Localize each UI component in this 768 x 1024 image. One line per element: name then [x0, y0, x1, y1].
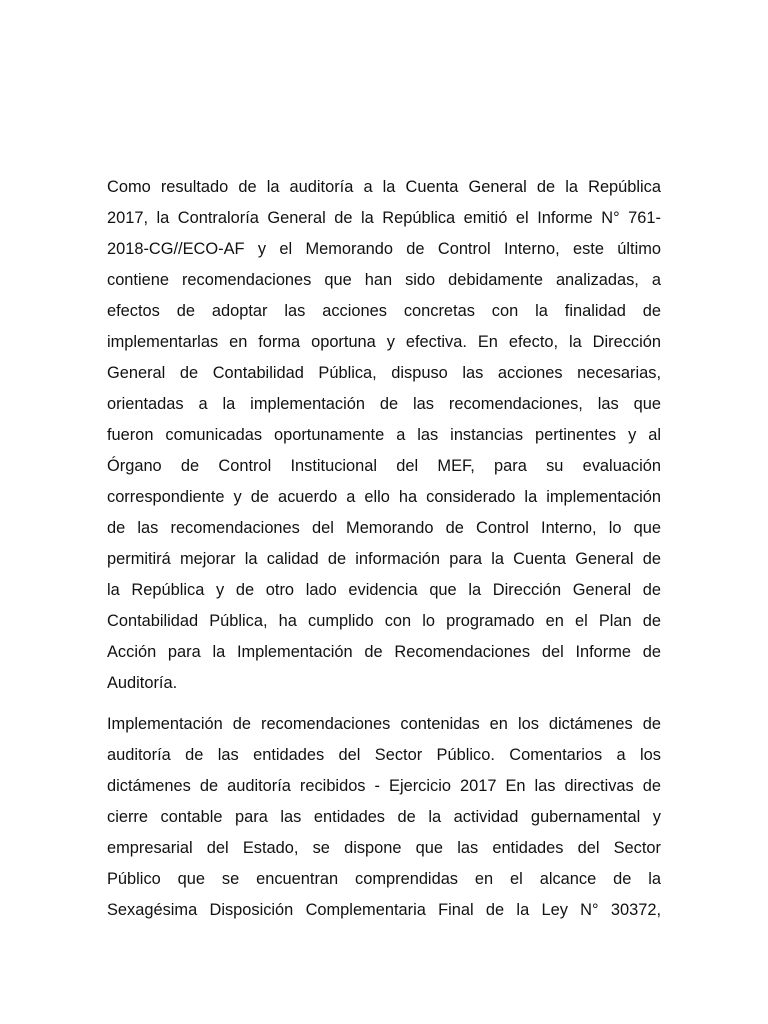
text-line: Público que se encuentran comprendidas en el alcance de la	[107, 870, 661, 888]
text-line: fueron comunicadas oportunamente a las instancias pertinentes y al	[107, 426, 661, 444]
paragraph-recommendations	[107, 711, 661, 928]
text-line: Auditoría.	[107, 674, 178, 692]
text-line: permitirá mejorar la calidad de información para la Cuenta General de	[107, 550, 661, 568]
text-line: Implementación de recomendaciones contenidas en los dictámenes de	[107, 715, 661, 733]
text-line: contiene recomendaciones que han sido debidamente analizadas, a	[107, 271, 661, 289]
text-line: Acción para la Implementación de Recomendaciones del Informe de	[107, 643, 661, 661]
text-line: efectos de adoptar las acciones concretas con la finalidad de	[107, 302, 661, 320]
text-line: la República y de otro lado evidencia que la Dirección General de	[107, 581, 661, 599]
text-line: auditoría de las entidades del Sector Público. Comentarios a los	[107, 746, 661, 764]
text-line: dictámenes de auditoría recibidos - Ejercicio 2017 En las directivas de	[107, 777, 661, 795]
text-line: 2017, la Contraloría General de la República emitió el Informe N° 761-	[107, 209, 661, 227]
text-line: cierre contable para las entidades de la actividad gubernamental y	[107, 808, 661, 826]
text-line: de las recomendaciones del Memorando de Control Interno, lo que	[107, 519, 661, 537]
text-line: implementarlas en forma oportuna y efectiva. En efecto, la Dirección	[107, 333, 661, 351]
text-line: correspondiente y de acuerdo a ello ha considerado la implementación	[107, 488, 661, 506]
text-line: orientadas a la implementación de las recomendaciones, las que	[107, 395, 661, 413]
text-line: 2018-CG//ECO-AF y el Memorando de Control Interno, este último	[107, 240, 661, 258]
text-line: General de Contabilidad Pública, dispuso las acciones necesarias,	[107, 364, 661, 382]
paragraph-audit-results	[107, 174, 661, 701]
text-line: Sexagésima Disposición Complementaria Final de la Ley N° 30372,	[107, 901, 661, 919]
text-line: Como resultado de la auditoría a la Cuenta General de la República	[107, 178, 661, 196]
text-line: empresarial del Estado, se dispone que las entidades del Sector	[107, 839, 661, 857]
text-line: Órgano de Control Institucional del MEF, para su evaluación	[107, 457, 661, 475]
text-line: Contabilidad Pública, ha cumplido con lo programado en el Plan de	[107, 612, 661, 630]
